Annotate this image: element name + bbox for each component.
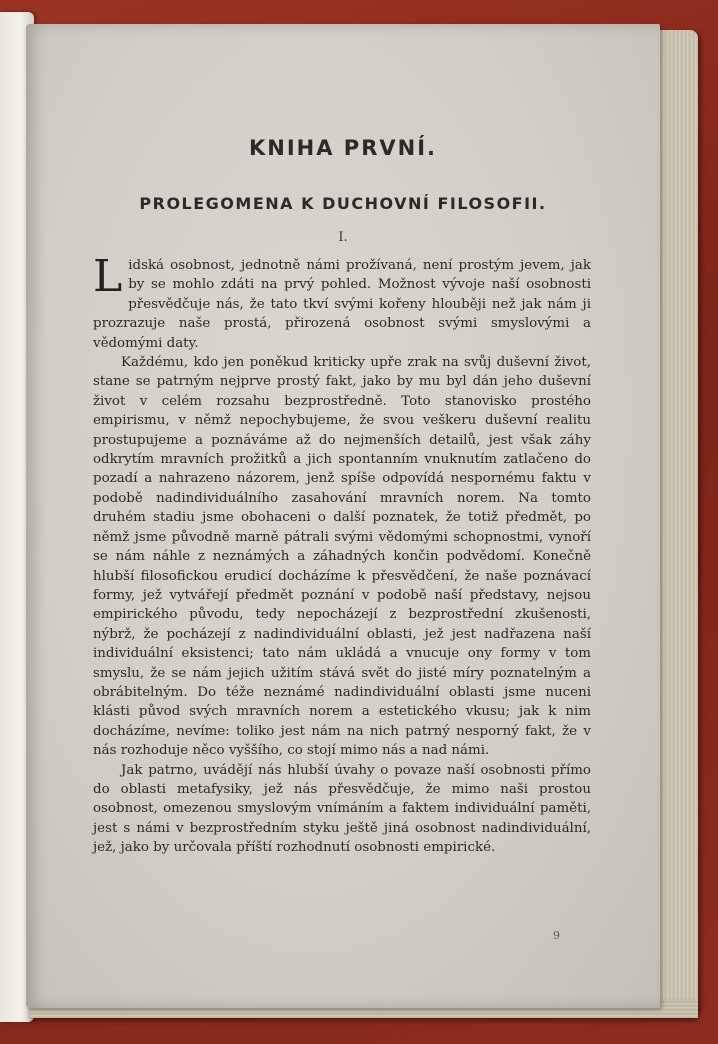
paragraph-3: Jak patrno, uvádějí nás hlubší úvahy o povaze naší osobnosti přímo do oblasti metafysiky, jež nás přesvědčuje, že mimo naši prostou osobnost, omezenou smyslovým vnímáním a faktem individuální paměti, jest s námi v bezprostředním styku ještě jiná osobnost nadindividuální, jež, jako by určovala příští rozhodnutí osobnosti empirické. [93, 762, 591, 856]
page-number: 9 [553, 929, 560, 942]
paragraph-1-text: idská osobnost, jednotně námi prožívaná, není prostým jevem, jak by se mohlo zdáti na prvý pohled. Možnost vývoje naší osobnosti přesvědčuje nás, že tato tkví svými kořeny hlouběji než jak nám ji prozrazuje naše prostá, přirozená osobnost svými smyslovými a vědomými daty. [93, 258, 591, 351]
paragraph-2: Každému, kdo jen poněkud kriticky upře zrak na svůj duševní život, stane se patrným nejprve prostý fakt, jako by mu byl dán jeho duševní život v celém rozsahu bezprostředně. Toto stanovisko prostého empirismu, v němž nepochybujeme, že svou veškeru duševní realitu prostupujeme a poznáváme až do nejmenších detailů, jest však záhy odkrytím mravních prožitků a jich spontanním vnuknutím zatlačeno do pozadí a nahrazeno názorem, jenž spíše odpovídá nespornému faktu v podobě nadindividuálního zasahování mravních norem. Na tomto druhém stadiu jsme obohaceni o další poznatek, že totiž předmět, po němž jsme původně marně pátrali svými vědomými schopnostmi, vynoří se nám náhle z neznámých a záhadných končin podvědomí. Konečně hlubší filosofickou erudicí docházíme k přesvědčení, že naše poznávací formy, jež vytvářejí předmět poznání v podobě naší představy, nejsou empirického původu, tedy nepocházejí z bezprostřední zkušenosti, nýbrž, že pocházejí z nadindividuální oblasti, jež jest nadřazena naší individuální eksistenci; tato nám ukládá a vnucuje ony formy v tom smyslu, že se nám jejich užitím stává svět do jisté míry poznatelným a obrábitelným. Do téže neznámé nadindividuální oblasti jsme nuceni klásti původ svých mravních norem a estetického vkusu; jak k nim docházíme, nevíme: toliko jest nám na nich patrný nesporný fakt, že v nás rozhoduje něco vyššího, co stojí mimo nás a nad námi. [93, 355, 591, 759]
body-text [93, 251, 591, 858]
book-title: KNIHA PRVNÍ. [249, 136, 437, 160]
drop-cap: L [93, 251, 123, 302]
chapter-title: PROLEGOMENA K DUCHOVNÍ FILOSOFII. [139, 194, 547, 213]
section-number: I. [338, 230, 348, 245]
book-page [26, 24, 660, 1008]
paragraph-1 [93, 251, 591, 353]
